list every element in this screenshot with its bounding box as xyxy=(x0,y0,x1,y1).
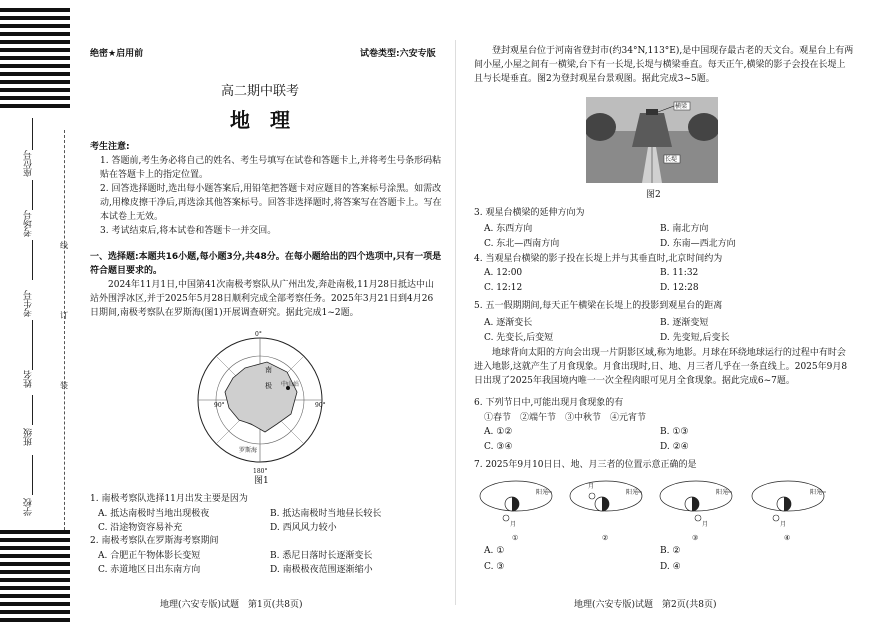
seal-mark-pack: 装 xyxy=(60,381,68,390)
margin-label-name: 姓名 xyxy=(24,370,34,388)
q2-stem: 2. 南极考察队在罗斯海考察期间 xyxy=(90,536,219,546)
notes-heading: 考生注意: xyxy=(90,142,130,152)
notes-item: 1. 答题前,考生务必将自己的姓名、考生号填写在试卷和答题卡上,并将考生号条形码粘贴在答题卡上的指定位置。 xyxy=(100,156,442,180)
q7-option-c[interactable]: C. ③ xyxy=(484,562,505,572)
q7-orbit-diagrams xyxy=(476,474,856,544)
margin-label-school: 学校 xyxy=(24,498,34,516)
confidential-mark: 绝密★启用前 xyxy=(90,49,144,59)
q7-option-b[interactable]: B. ② xyxy=(660,546,681,556)
margin-label-examinee: 考生号 xyxy=(24,290,34,317)
q1-stem: 1. 南极考察队选择11月出发主要是因为 xyxy=(90,494,248,504)
q4-stem: 4. 当观星台横梁的影子投在长堤上并与其垂直时,北京时间约为 xyxy=(474,254,723,264)
q2-option-a[interactable]: A. 合肥正午物体影长变短 xyxy=(98,551,201,561)
q6-option-a[interactable]: A. ①② xyxy=(484,427,513,437)
footer-right: 地理(六安专版)试题 第2页(共8页) xyxy=(574,600,717,610)
q5-option-b[interactable]: B. 逐渐变短 xyxy=(660,318,709,328)
q4-option-b[interactable]: B. 11:32 xyxy=(660,268,699,278)
q5-stem: 5. 五一假期期间,每天正午横梁在长堤上的投影到观星台的距离 xyxy=(474,301,723,311)
q5-option-d[interactable]: D. 先变短,后变长 xyxy=(660,333,730,343)
margin-label-seat: 座位号 xyxy=(24,150,34,177)
notes-item: 3. 考试结束后,将本试卷和答题卡一并交回。 xyxy=(100,226,277,236)
figure1-caption: 图1 xyxy=(254,476,269,486)
q7-sunlight-label: 阳光 xyxy=(810,489,823,496)
seal-mark-bind: 订 xyxy=(60,311,68,320)
q7-moon-label: 月 xyxy=(780,521,787,528)
subject-title: 地 理 xyxy=(230,108,290,132)
q7-option-a[interactable]: A. ① xyxy=(484,546,505,556)
q6-items: ①春节 ②端午节 ③中秋节 ④元宵节 xyxy=(484,413,647,423)
q1-option-d[interactable]: D. 西风风力较小 xyxy=(270,523,337,533)
q7-moon-label: 月 xyxy=(588,483,595,490)
figure1-label-ross: 罗斯海 xyxy=(239,447,258,454)
footer-left: 地理(六安专版)试题 第1页(共8页) xyxy=(160,600,303,610)
right-intro: 登封观星台位于河南省登封市(约34°N,113°E),是中国现存最古老的天文台。观星台上有两间小屋,小屋之间有一横梁,台下有一长堤,长堤与横梁垂直。每天正午,横梁的影子会投在长堤上且与长堤垂直。图2为登封观星台景观图。据此完成3~5题。 xyxy=(474,46,854,84)
q3-option-b[interactable]: B. 南北方向 xyxy=(660,224,709,234)
q6-option-d[interactable]: D. ②④ xyxy=(660,442,689,452)
q1-option-c[interactable]: C. 沿途物资容易补充 xyxy=(98,523,183,533)
q4-option-d[interactable]: D. 12:28 xyxy=(660,283,699,293)
page-divider xyxy=(455,40,456,605)
figure1-label-south: 南 xyxy=(265,366,272,374)
figure1-antarctica-map xyxy=(185,328,335,478)
exam-title: 高二期中联考 xyxy=(220,84,299,99)
q4-option-a[interactable]: A. 12:00 xyxy=(484,268,523,278)
margin-label-room: 考场号 xyxy=(24,210,34,237)
figure2-observatory-photo xyxy=(586,97,718,183)
q7-diagram-1 xyxy=(480,481,552,542)
seal-dashed-line xyxy=(64,130,65,530)
figure1-label-left: 90° xyxy=(214,402,225,409)
q7-diagram-3 xyxy=(660,481,732,542)
figure1-label-bottom: 180° xyxy=(253,468,268,475)
q2-option-c[interactable]: C. 赤道地区日出东南方向 xyxy=(98,565,201,575)
q7-sunlight-label: 阳光 xyxy=(716,489,729,496)
margin-label-class: 班级 xyxy=(24,428,34,446)
q3-stem: 3. 观星台横梁的延伸方向为 xyxy=(474,208,585,218)
q5-option-c[interactable]: C. 先变长,后变短 xyxy=(484,333,554,343)
q7-stem: 7. 2025年9月10日日、地、月三者的位置示意正确的是 xyxy=(474,460,697,470)
q3-option-d[interactable]: D. 东南—西北方向 xyxy=(660,239,736,249)
q7-sunlight-label: 阳光 xyxy=(536,489,549,496)
q7-moon-label: 月 xyxy=(702,521,709,528)
q6-option-c[interactable]: C. ③④ xyxy=(484,442,513,452)
seal-mark-line: 线 xyxy=(60,241,68,250)
section1-intro: 2024年11月1日,中国第41次南极考察队从广州出发,奔赴南极,11月28日抵达中山站外围浮冰区,并于2025年5月28日顺利完成全部考察任务。2025年3月21日到4月26日期间,南极考察队在罗斯海(图1)开展调查研究。据此完成1~2题。 xyxy=(90,280,435,318)
q2-option-d[interactable]: D. 南极极夜范围逐渐缩小 xyxy=(270,565,373,575)
figure1-label-zhongshan: 中山站 xyxy=(281,381,300,388)
section1-heading: 一、选择题:本题共16小题,每小题3分,共48分。在每小题给出的四个选项中,只有一项是符合题目要求的。 xyxy=(90,252,442,276)
q5-option-a[interactable]: A. 逐渐变长 xyxy=(484,318,533,328)
notes-item: 2. 回答选择题时,选出每小题答案后,用铅笔把答题卡对应题目的答案标号涂黑。如需改动,用橡皮擦干净后,再选涂其他答案标号。回答非选择题时,将答案写在答题卡上。写在本试卷上无效。 xyxy=(100,184,442,222)
q7-diagram-4 xyxy=(752,481,826,542)
q7-moon-label: 月 xyxy=(510,521,517,528)
q6-stem: 6. 下列节日中,可能出现月食现象的有 xyxy=(474,398,624,408)
q4-option-c[interactable]: C. 12:12 xyxy=(484,283,523,293)
q7-mark: ② xyxy=(602,534,609,542)
q1-option-a[interactable]: A. 抵达南极时当地出现极夜 xyxy=(98,509,210,519)
figure2-label-dike: 长堤 xyxy=(665,156,678,163)
figure1-label-ji: 极 xyxy=(265,382,272,390)
right-intro2: 地球背向太阳的方向会出现一片阴影区域,称为地影。月球在环绕地球运行的过程中有时会进入地影,这就产生了月食现象。月食出现时,日、地、月三者几乎在一条直线上。2025年9月8日出现了2025年我国境内唯一一次全程肉眼可见月全食现象。据此完成6~7题。 xyxy=(474,348,848,386)
q3-option-a[interactable]: A. 东西方向 xyxy=(484,224,533,234)
q7-option-d[interactable]: D. ④ xyxy=(660,562,681,572)
q7-diagram-2 xyxy=(570,481,642,542)
figure2-label-beam: 横梁 xyxy=(675,103,688,110)
q7-mark: ① xyxy=(512,534,519,542)
q3-option-c[interactable]: C. 东北—西南方向 xyxy=(484,239,560,249)
paper-type: 试卷类型:六安专版 xyxy=(360,49,436,59)
q6-option-b[interactable]: B. ①③ xyxy=(660,427,689,437)
q1-option-b[interactable]: B. 抵达南极时当地昼长较长 xyxy=(270,509,382,519)
figure1-label-right: 90° xyxy=(315,402,326,409)
q7-mark: ④ xyxy=(784,534,791,542)
q2-option-b[interactable]: B. 悉尼日落时长逐渐变长 xyxy=(270,551,373,561)
figure2-caption: 图2 xyxy=(646,190,661,200)
figure1-label-top: 0° xyxy=(255,331,262,338)
q7-sunlight-label: 阳光 xyxy=(626,489,639,496)
q7-mark: ③ xyxy=(692,534,699,542)
